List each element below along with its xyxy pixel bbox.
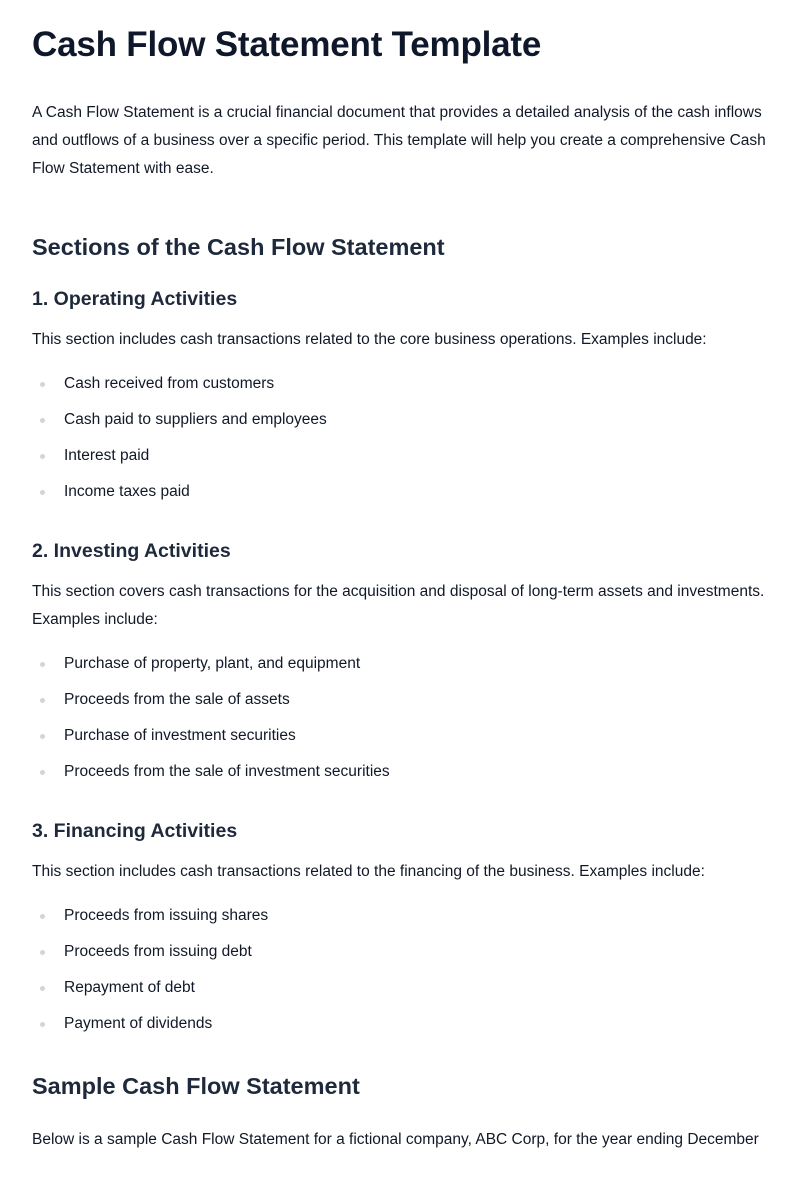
list-item <box>32 906 768 926</box>
operating-description: This section includes cash transactions related to the core business operations. Examples include: <box>32 331 707 348</box>
bullet-icon <box>40 490 45 495</box>
bullet-icon <box>40 662 45 667</box>
bullet-icon <box>40 382 45 387</box>
sample-heading: Sample Cash Flow Statement <box>32 1073 360 1099</box>
sections-heading: Sections of the Cash Flow Statement <box>32 234 445 260</box>
bullet-icon <box>40 698 45 703</box>
sample-description: Below is a sample Cash Flow Statement for a fictional company, ABC Corp, for the year ending December <box>32 1131 759 1148</box>
page-title: Cash Flow Statement Template <box>32 25 542 64</box>
list-item-text: Repayment of debt <box>64 979 195 996</box>
bullet-icon <box>40 734 45 739</box>
operating-heading: 1. Operating Activities <box>32 288 238 310</box>
list-item <box>32 410 768 430</box>
bullet-icon <box>40 950 45 955</box>
intro-paragraph: A Cash Flow Statement is a crucial financial document that provides a detailed analysis of the cash inflows and outflows of a business over a specific period. This template will help you create a comprehensive Cash Flow Statement with ease. <box>32 104 766 177</box>
bullet-icon <box>40 1022 45 1027</box>
list-item-text: Purchase of investment securities <box>64 727 296 744</box>
bullet-icon <box>40 914 45 919</box>
list-item-text: Proceeds from issuing shares <box>64 907 269 924</box>
list-item-text: Payment of dividends <box>64 1015 213 1032</box>
list-item <box>32 482 768 502</box>
bullet-icon <box>40 454 45 459</box>
list-item <box>32 446 768 466</box>
list-item-text: Income taxes paid <box>64 483 190 500</box>
bullet-icon <box>40 418 45 423</box>
list-item <box>32 1014 768 1034</box>
operating-list <box>32 374 768 502</box>
list-item-text: Purchase of property, plant, and equipment <box>64 655 361 672</box>
list-item <box>32 978 768 998</box>
list-item <box>32 374 768 394</box>
investing-heading: 2. Investing Activities <box>32 540 231 562</box>
list-item-text: Interest paid <box>64 447 150 464</box>
bullet-icon <box>40 770 45 775</box>
list-item-text: Cash received from customers <box>64 375 275 392</box>
list-item <box>32 942 768 962</box>
list-item-text: Proceeds from issuing debt <box>64 943 252 960</box>
investing-list <box>32 654 768 782</box>
list-item-text: Cash paid to suppliers and employees <box>64 411 327 428</box>
investing-description: This section covers cash transactions for the acquisition and disposal of long-term assets and investments. Examples include: <box>32 583 765 628</box>
financing-description: This section includes cash transactions related to the financing of the business. Examples include: <box>32 863 705 880</box>
list-item-text: Proceeds from the sale of investment securities <box>64 763 390 780</box>
list-item <box>32 762 768 782</box>
bullet-icon <box>40 986 45 991</box>
list-item-text: Proceeds from the sale of assets <box>64 691 290 708</box>
financing-list <box>32 906 768 1034</box>
list-item <box>32 690 768 710</box>
list-item <box>32 726 768 746</box>
financing-heading: 3. Financing Activities <box>32 820 238 842</box>
list-item <box>32 654 768 674</box>
